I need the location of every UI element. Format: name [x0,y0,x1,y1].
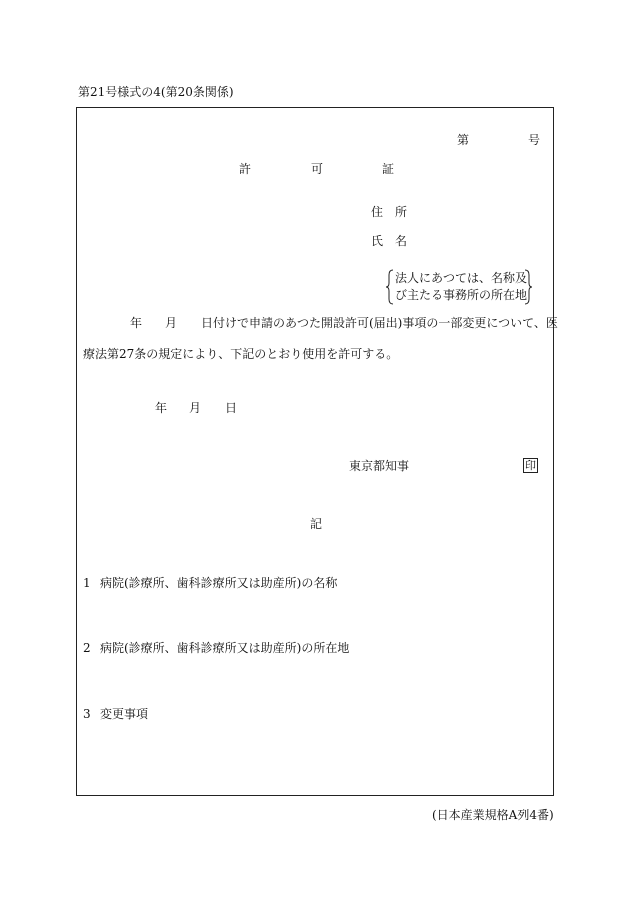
title-char-1: 許 [239,162,252,176]
seal-mark: 印 [525,459,536,472]
item-3-text: 変更事項 [100,707,149,721]
issue-month: 月 [189,401,202,415]
governor-title: 東京都知事 [349,459,410,473]
ki-heading: 記 [310,517,323,531]
issue-day: 日 [225,401,238,415]
name-label: 氏 名 [371,234,408,248]
item-3-number: 3 [83,707,91,721]
number-suffix: 号 [528,133,541,147]
title-char-2: 可 [311,162,324,176]
item-1-text: 病院(診療所、歯科診療所又は助産所)の名称 [100,576,338,590]
address-label: 住 所 [371,205,408,219]
number-prefix: 第 [457,133,470,147]
body-line1-text: 日付けで申請のあつた開設許可(届出)事項の一部変更について、医 [201,316,558,330]
title-char-3: 証 [382,162,395,176]
body-month: 月 [165,316,178,330]
form-frame [76,107,554,796]
item-2-number: 2 [83,641,91,655]
corporate-note-line2: び主たる事務所の所在地 [395,288,528,302]
body-year: 年 [130,316,143,330]
footer-paper-size: (日本産業規格A列4番) [432,808,554,822]
form-label: 第21号様式の4(第20条関係) [78,85,234,99]
corporate-note-line1: 法人にあつては、名称及 [395,271,528,285]
body-line2-text: 療法第27条の規定により、下記のとおり使用を許可する。 [83,347,399,361]
issue-year: 年 [155,401,168,415]
item-1-number: 1 [83,576,91,590]
corporate-note [385,269,533,305]
item-2-text: 病院(診療所、歯科診療所又は助産所)の所在地 [100,641,350,655]
